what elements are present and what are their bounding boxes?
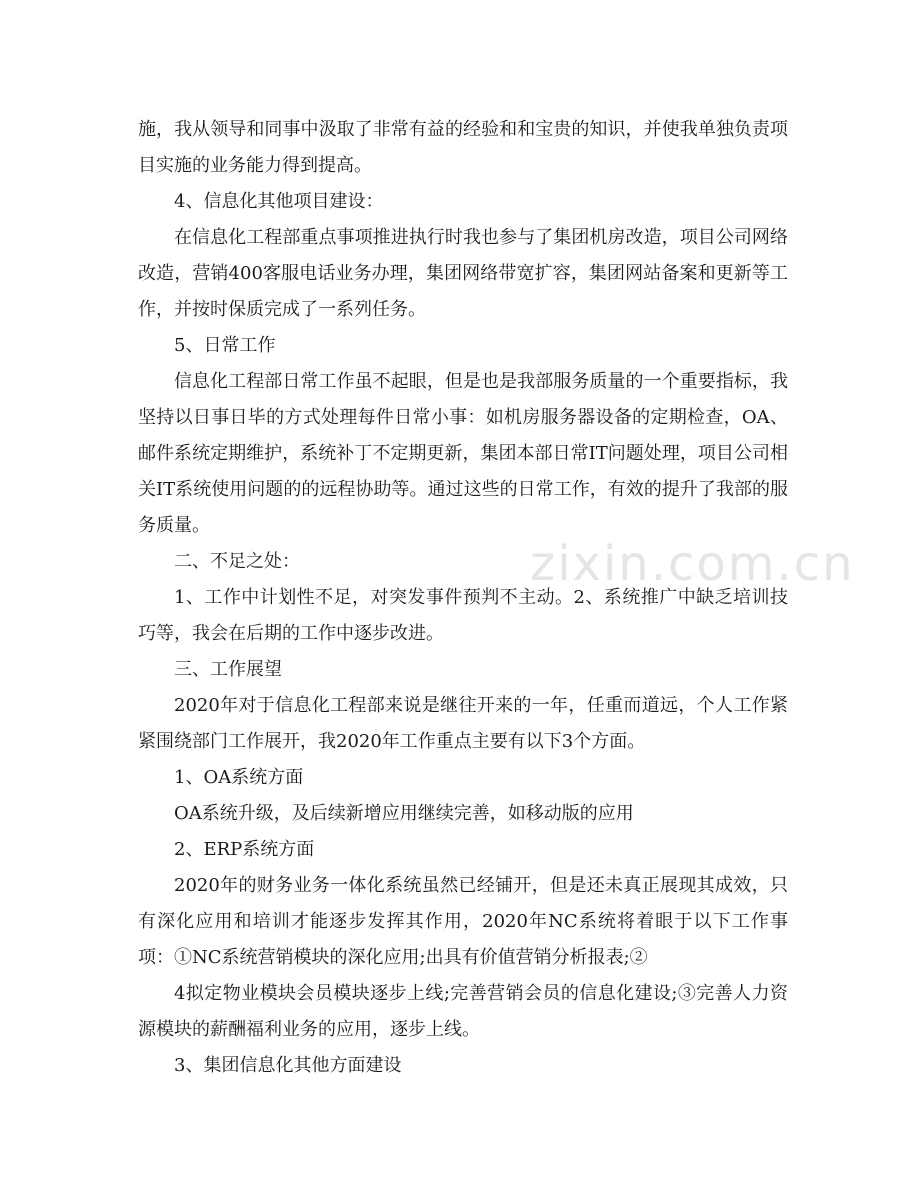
paragraph-6: 1、工作中计划性不足，对突发事件预判不主动。2、系统推广中缺乏培训技巧等，我会在后期的工作中逐步改进。 bbox=[138, 587, 788, 644]
paragraph-4: 信息化工程部日常工作虽不起眼，但是也是我部服务质量的一个重要指标，我坚持以日事日毕的方式处理每件日常小事：如机房服务器设备的定期检查，OA、邮件系统定期维护，系统补丁不定期更新，集团本部日常IT问题处理，项目公司相关IT系统使用问题的的远程协助等。通过这些的日常工作，有效的提升了我部的服务质量。 bbox=[138, 371, 788, 536]
document-body bbox=[138, 112, 788, 1084]
paragraph-12: 2020年的财务业务一体化系统虽然已经铺开，但是还未真正展现其成效，只有深化应用和培训才能逐步发挥其作用，2020年NC系统将着眼于以下工作事项：①NC系统营销模块的深化应用;出具有价值营销分析报表;② bbox=[138, 875, 788, 968]
paragraph-5: 二、不足之处： bbox=[174, 551, 300, 572]
paragraph-3: 5、日常工作 bbox=[174, 335, 276, 356]
paragraph-0: 施，我从领导和同事中汲取了非常有益的经验和和宝贵的知识，并使我单独负责项目实施的业务能力得到提高。 bbox=[138, 119, 788, 176]
paragraph-13: 4拟定物业模块会员模块逐步上线;完善营销会员的信息化建设;③完善人力资源模块的薪酬福利业务的应用，逐步上线。 bbox=[138, 983, 788, 1040]
paragraph-2: 在信息化工程部重点事项推进执行时我也参与了集团机房改造，项目公司网络改造，营销400客服电话业务办理，集团网络带宽扩容，集团网站备案和更新等工作，并按时保质完成了一系列任务。 bbox=[138, 227, 788, 320]
paragraph-8: 2020年对于信息化工程部来说是继往开来的一年，任重而道远，个人工作紧紧围绕部门工作展开，我2020年工作重点主要有以下3个方面。 bbox=[138, 695, 788, 752]
watermark-text: zixin.com.cn bbox=[530, 536, 855, 592]
paragraph-14: 3、集团信息化其他方面建设 bbox=[174, 1055, 402, 1076]
paragraph-10: OA系统升级，及后续新增应用继续完善，如移动版的应用 bbox=[174, 803, 634, 824]
paragraph-7: 三、工作展望 bbox=[174, 659, 282, 680]
paragraph-1: 4、信息化其他项目建设： bbox=[174, 191, 384, 212]
paragraph-9: 1、OA系统方面 bbox=[174, 767, 304, 788]
paragraph-11: 2、ERP系统方面 bbox=[174, 839, 315, 860]
